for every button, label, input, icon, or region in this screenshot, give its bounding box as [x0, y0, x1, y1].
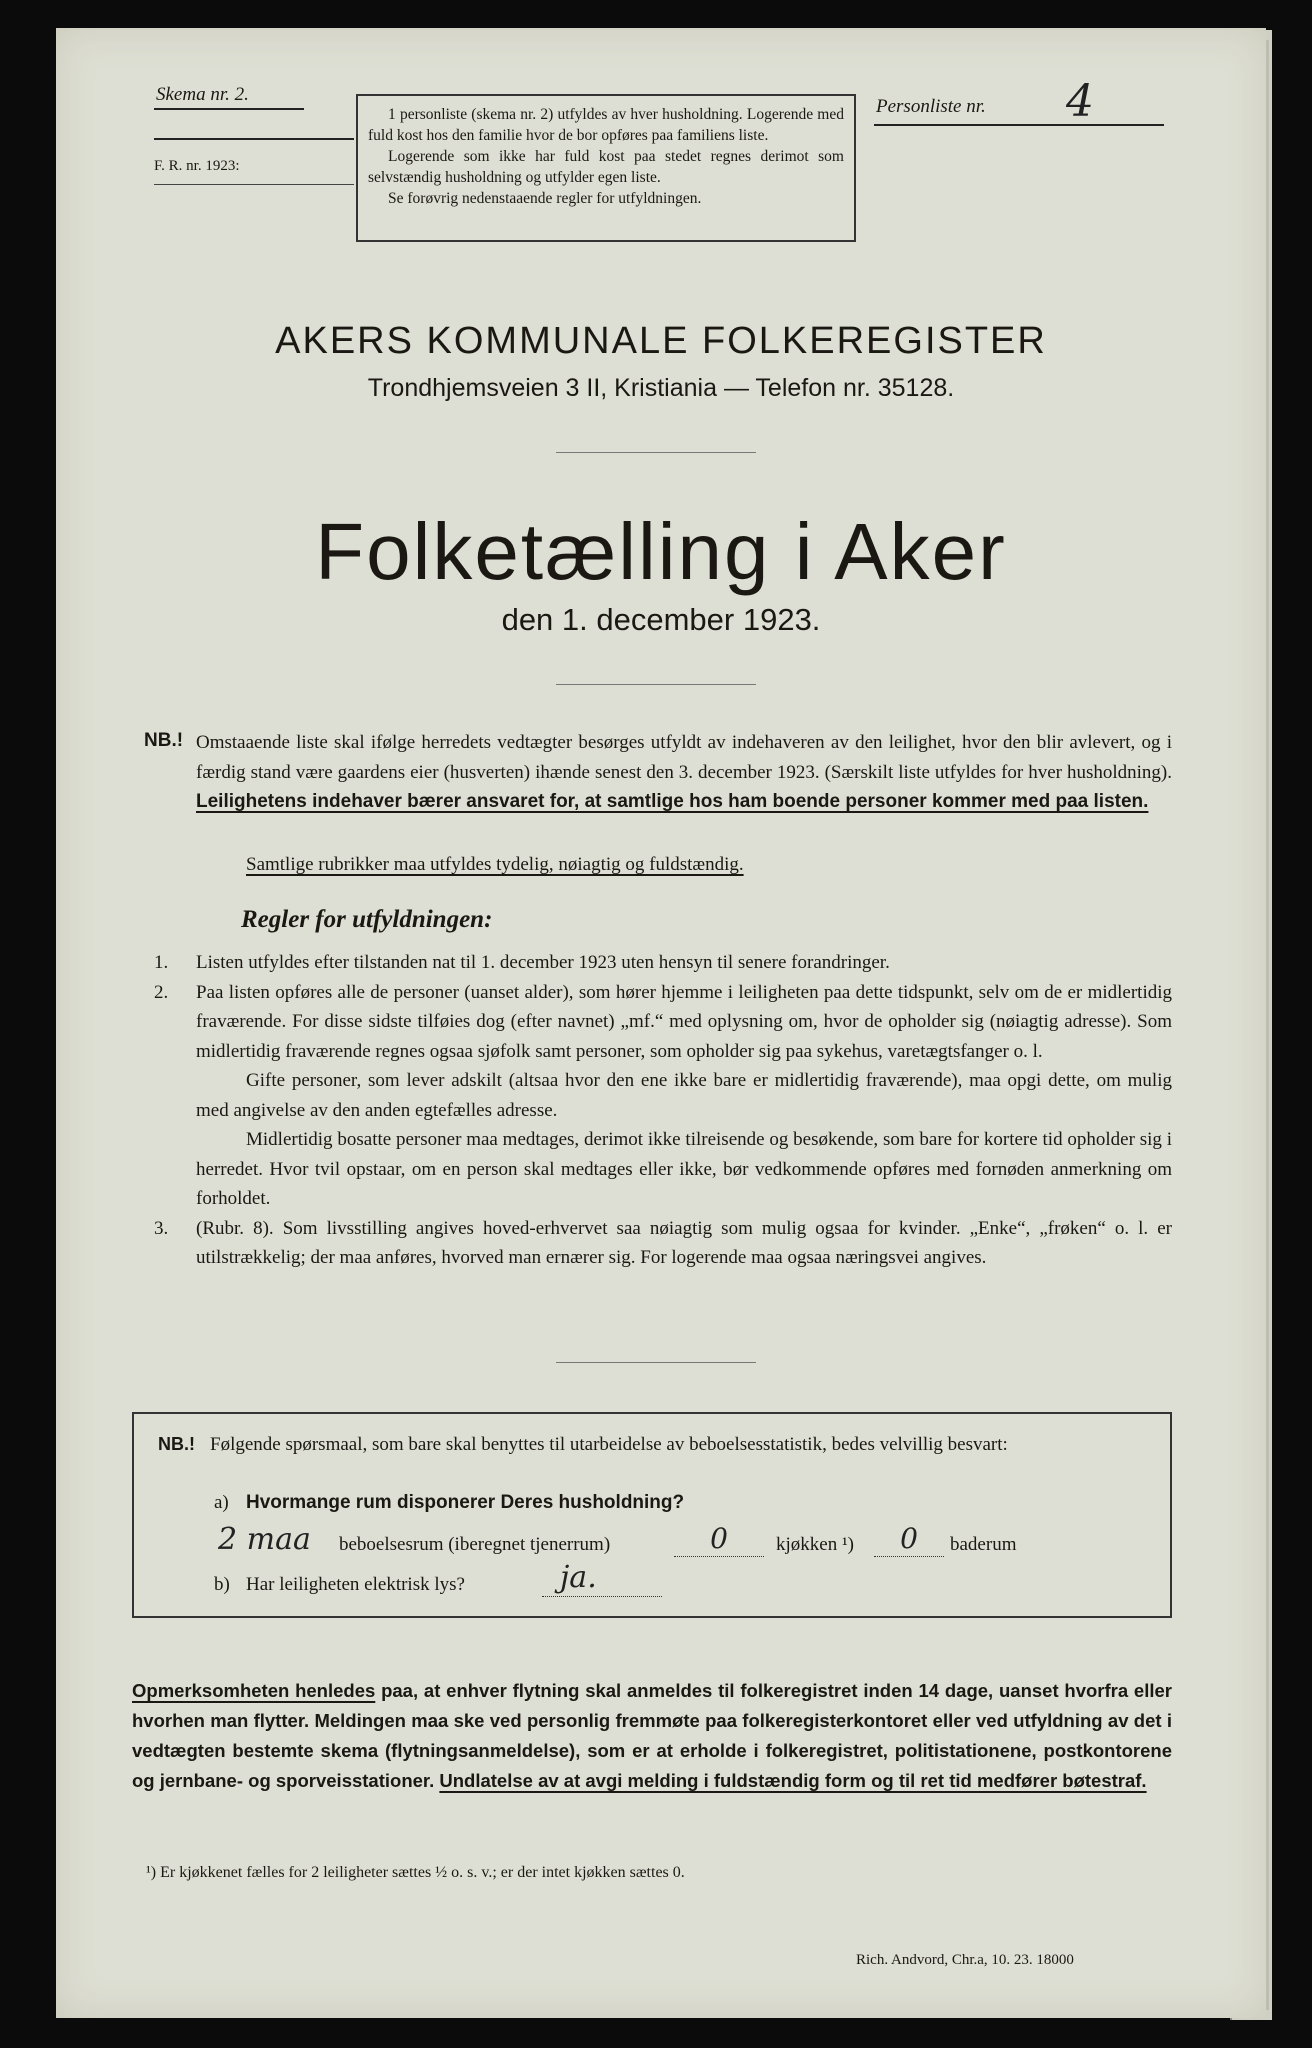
skema-label: Skema nr. 2. — [156, 84, 249, 105]
household-notice-box — [356, 94, 856, 242]
housing-statistics-box — [132, 1412, 1172, 1618]
rule-text: Paa listen opføres alle de personer (uanset alder), som hører hjemme i leiligheten paa dette tidspunkt, selv om de er midlertidig fraværende. For disse sidste tilføies dog (efter navnet) „mf.“ med oplysning om, hvor de opholder sig (nøiagtig adresse). Som midlertidig fraværende regnes ogsaa sjøfolk samt personer, som opholder sig paa sykehus, varetægtsfanger o. l. — [196, 981, 1172, 1062]
rules-list — [154, 948, 1172, 1273]
footnote: ¹) Er kjøkkenet fælles for 2 leiligheter sættes ½ o. s. v.; er der intet kjøkken sættes 0. — [146, 1864, 685, 1881]
question-b-label: b) — [214, 1574, 230, 1595]
rule-item — [154, 1125, 1172, 1214]
notice-line-3: Se forøvrig nedenstaaende regler for utfyldningen. — [388, 190, 702, 207]
bath-value: 0 — [900, 1522, 918, 1555]
rule-text: Gifte personer, som lever adskilt (altsaa hvor den ene ikke bare er midlertidig fraværende), maa opgi dette, om mulig med angivelse av den anden egtefælles adresse. — [196, 1070, 1172, 1121]
rule-text: (Rubr. 8). Som livsstilling angives hoved-erhvervet saa nøiagtig som mulig ogsaa for kvinder. „Enke“, „frøken“ o. l. er utilstrækkelig; der maa anføres, hvorved man ernærer sig. For logerende maa ogsaa næringsvei angives. — [196, 1217, 1172, 1268]
fr-rule — [154, 184, 354, 185]
nb1-line2-container — [246, 850, 1146, 880]
rule-item — [154, 1214, 1172, 1273]
fr-number-label: F. R. nr. 1923: — [154, 158, 240, 174]
moving-notice-tail: Undlatelse av at avgi melding i fuldstændig form og til ret tid medfører bøtestraf. — [439, 1770, 1147, 1791]
nb2-intro: Følgende spørsmaal, som bare skal benyttes til utarbeidelse av beboelsesstatistik, bedes velvillig besvart: — [210, 1434, 1008, 1455]
nb1-label: NB.! — [144, 730, 184, 751]
bath-field — [874, 1522, 944, 1557]
light-value: ja. — [560, 1560, 597, 1595]
rule-text: Listen utfyldes efter tilstanden nat til 1. december 1923 uten hensyn til senere forandringer. — [196, 952, 890, 973]
rule-item — [154, 1066, 1172, 1125]
rule-number: 1. — [154, 952, 169, 973]
census-date: den 1. december 1923. — [501, 602, 821, 637]
printer-imprint: Rich. Andvord, Chr.a, 10. 23. 18000 — [856, 1952, 1074, 1968]
moving-notice-lead: Opmerksomheten henledes — [132, 1680, 376, 1701]
divider-2 — [556, 684, 756, 685]
census-form-page — [56, 28, 1266, 2018]
moving-notice — [132, 1676, 1172, 1796]
bath-label: baderum — [950, 1534, 1017, 1555]
rule-number: 3. — [154, 1217, 169, 1239]
rooms-value: 2 maa — [218, 1522, 311, 1557]
rooms-label: beboelsesrum (iberegnet tjenerrum) — [339, 1534, 611, 1555]
notice-line-2: Logerende som ikke har fuld kost paa stedet regnes derimot som selvstændig husholdning og utfylder egen liste. — [368, 148, 844, 186]
nb1-emphasis: Leilighetens indehaver bærer ansvaret for, at samtlige hos ham boende personer kommer med paa listen. — [196, 791, 1149, 812]
office-address: Trondhjemsveien 3 II, Kristiania — Telefon nr. 35128. — [367, 374, 955, 402]
nb1-line2: Samtlige rubrikker maa utfyldes tydelig, nøiagtig og fuldstændig. — [246, 854, 744, 875]
question-a-label: a) — [214, 1492, 229, 1513]
rules-heading: Regler for utfyldningen: — [241, 906, 493, 933]
nb2-label: NB.! — [158, 1434, 195, 1454]
light-field — [542, 1560, 662, 1597]
rule-text: Midlertidig bosatte personer maa medtages, derimot ikke tilreisende og besøkende, som bare for kortere tid opholder sig i herredet. Hvor tvil opstaar, om en person skal medtages eller ikke, bør vedkommende opføres med fornøden anmerkning om forholdet. — [196, 1129, 1172, 1209]
rule-number: 2. — [154, 981, 169, 1003]
divider-3 — [556, 1362, 756, 1363]
skema-rule — [154, 108, 304, 110]
skema-rule-2 — [154, 138, 354, 140]
personliste-label: Personliste nr. — [876, 96, 986, 117]
census-title: Folketælling i Aker — [315, 507, 1007, 596]
kitchen-label: kjøkken ¹) — [776, 1534, 854, 1555]
rule-item — [154, 978, 1172, 1067]
office-name: AKERS KOMMUNALE FOLKEREGISTER — [275, 320, 1047, 362]
personliste-rule — [874, 124, 1164, 126]
question-b: Har leiligheten elektrisk lys? — [246, 1574, 465, 1595]
divider-1 — [556, 452, 756, 453]
rule-item — [154, 948, 1172, 978]
nb1-text: Omstaaende liste skal ifølge herredets vedtægter besørges utfyldt av indehaveren av den leilighet, hvor den blir avlevert, og i færdig stand være gaardens eier (husverten) ihænde senest den 3. december 1923. (Særskilt liste utfyldes for hver husholdning). — [196, 732, 1172, 783]
notice-line-1: 1 personliste (skema nr. 2) utfyldes av hver husholdning. Logerende med fuld kost hos den familie hvor de bor opføres paa familiens liste. — [368, 106, 844, 144]
kitchen-field — [674, 1522, 764, 1557]
moving-notice-text: paa, at enhver flytning skal anmeldes til folkeregistret inden 14 dage, uanset hvorfra eller hvorhen man flytter. Meldingen maa ske ved personlig fremmøte paa folkeregisterkontoret eller ved utfyldning av det i vedtægten bestemte skema (flytningsanmeldelse), som er at erholde i folkeregistret, politistationene, postkontorene og jernbane- og sporveisstationer. — [132, 1680, 1172, 1791]
nb1-paragraph — [196, 728, 1172, 817]
kitchen-value: 0 — [710, 1522, 728, 1555]
question-a: Hvormange rum disponerer Deres husholdning? — [246, 1492, 685, 1513]
personliste-number: 4 — [1066, 76, 1094, 127]
